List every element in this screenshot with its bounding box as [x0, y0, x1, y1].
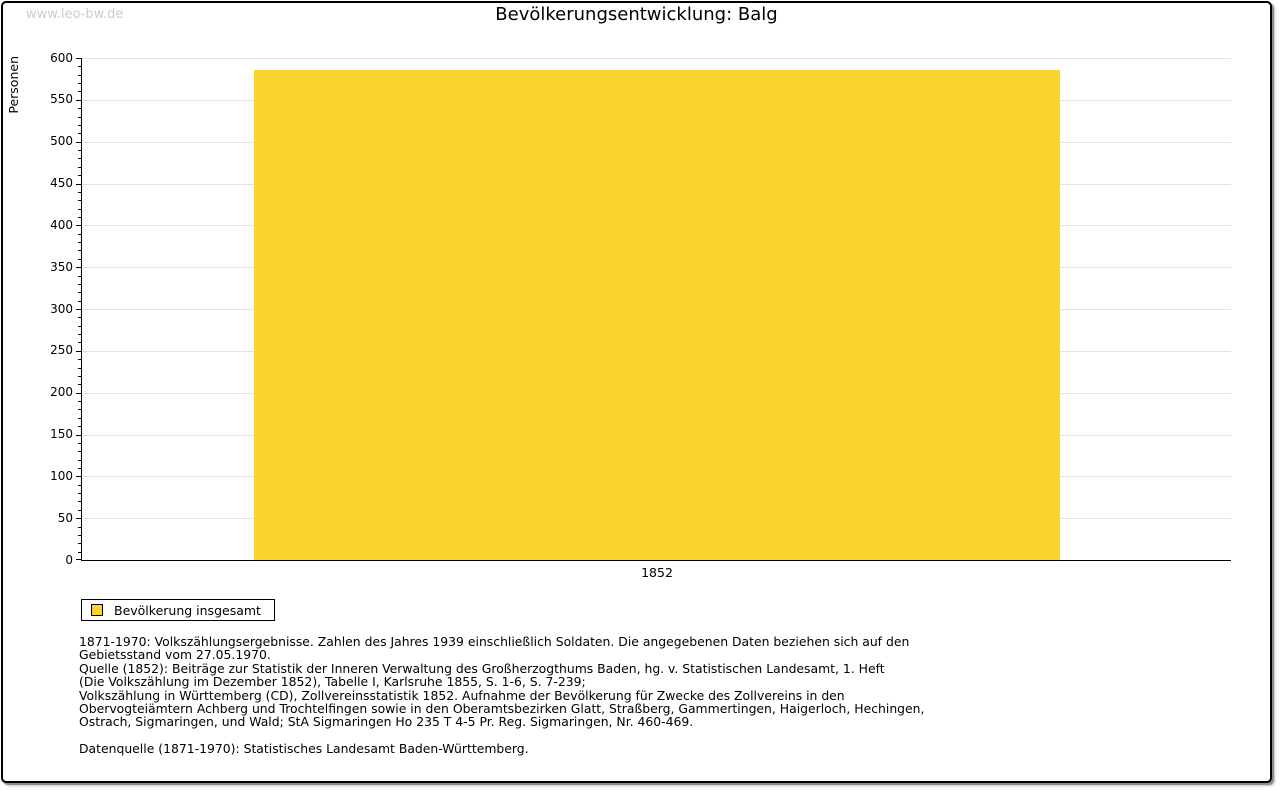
legend-label: Bevölkerung insgesamt [114, 602, 261, 618]
legend-color-swatch-icon [91, 604, 103, 616]
y-tick-label: 350 [50, 259, 73, 274]
y-tick-label: 300 [50, 301, 73, 316]
y-minor-tick [78, 376, 82, 377]
y-minor-tick [78, 359, 82, 360]
footnote-line: Volkszählung in Württemberg (CD), Zollvereinsstatistik 1852. Aufnahme der Bevölkerung für Zwecke des Zollvereins in den [79, 687, 845, 703]
y-minor-tick [78, 108, 82, 109]
y-minor-tick [78, 460, 82, 461]
y-major-tick [76, 393, 82, 394]
chart-title: Bevölkerungsentwicklung: Balg [495, 4, 778, 25]
y-major-tick [76, 518, 82, 519]
footnote-line: Ostrach, Sigmaringen, und Wald; StA Sigmaringen Ho 235 T 4-5 Pr. Reg. Sigmaringen, Nr. 460-469. [79, 714, 694, 730]
y-minor-tick [78, 409, 82, 410]
y-minor-tick [78, 510, 82, 511]
y-tick-label: 450 [50, 176, 73, 190]
footnote-line: Gebietsstand vom 27.05.1970. [79, 647, 271, 663]
y-minor-tick [78, 317, 82, 318]
y-minor-tick [78, 83, 82, 84]
y-minor-tick [78, 133, 82, 134]
y-tick-label: 200 [50, 385, 73, 400]
chart-panel [1, 1, 1272, 783]
y-major-tick [76, 225, 82, 226]
y-tick-label: 400 [50, 217, 73, 232]
y-tick-label: 600 [50, 50, 73, 65]
y-minor-tick [78, 485, 82, 486]
y-minor-tick [78, 167, 82, 168]
gridline [82, 58, 1231, 59]
footnote [79, 635, 924, 756]
y-minor-tick [78, 75, 82, 76]
y-major-tick [76, 142, 82, 143]
y-major-tick [76, 435, 82, 436]
plot-area [50, 50, 1231, 580]
y-minor-tick [78, 334, 82, 335]
y-minor-tick [78, 125, 82, 126]
y-major-tick [76, 476, 82, 477]
y-major-tick [76, 184, 82, 185]
y-minor-tick [78, 342, 82, 343]
y-minor-tick [78, 543, 82, 544]
y-tick-label: 50 [57, 510, 73, 525]
y-minor-tick [78, 368, 82, 369]
y-minor-tick [78, 150, 82, 151]
y-major-tick [76, 58, 82, 59]
y-minor-tick [78, 175, 82, 176]
y-minor-tick [78, 418, 82, 419]
y-tick-label: 100 [50, 468, 73, 483]
y-minor-tick [78, 209, 82, 210]
y-minor-tick [78, 401, 82, 402]
footnote-line: Obervogteiämtern Achberg und Trochtelfingen sowie in den Oberamtsbezirken Glatt, Straßberg, Gammertingen, Haigerloch, Hechingen, [79, 701, 925, 717]
y-minor-tick [78, 242, 82, 243]
y-tick-label: 250 [50, 343, 73, 358]
y-minor-tick [78, 468, 82, 469]
footnote-line: 1871-1970: Volkszählungsergebnisse. Zahlen des Jahres 1939 einschließlich Soldaten. Die angegebenen Daten beziehen sich auf den [79, 634, 910, 649]
y-minor-tick [78, 443, 82, 444]
y-minor-tick [78, 426, 82, 427]
footnote-line: Quelle (1852): Beiträge zur Statistik der Inneren Verwaltung des Großherzogthums Baden, hg. v. Statistischen Landesamt, 1. Heft [79, 660, 885, 676]
x-tick-label: 1852 [641, 565, 673, 580]
y-minor-tick [78, 301, 82, 302]
footnote-line: Datenquelle (1871-1970): Statistisches Landesamt Baden-Württemberg. [79, 741, 529, 757]
footnote-line [79, 729, 924, 742]
y-major-tick [76, 309, 82, 310]
y-minor-tick [78, 292, 82, 293]
y-minor-tick [78, 234, 82, 235]
y-major-tick [76, 351, 82, 352]
y-major-tick [76, 559, 82, 560]
legend [81, 599, 275, 621]
y-minor-tick [78, 217, 82, 218]
bar-total-population [254, 70, 1060, 560]
y-major-tick [76, 267, 82, 268]
y-minor-tick [78, 384, 82, 385]
y-minor-tick [78, 527, 82, 528]
y-minor-tick [78, 451, 82, 452]
y-minor-tick [78, 284, 82, 285]
watermark: www.leo-bw.de [26, 7, 124, 22]
y-minor-tick [78, 535, 82, 536]
y-minor-tick [78, 250, 82, 251]
y-minor-tick [78, 200, 82, 201]
footnote-line: (Die Volkszählung im Dezember 1852), Tabelle I, Karlsruhe 1855, S. 1-6, S. 7-239; [79, 674, 586, 690]
y-tick-label: 0 [65, 552, 73, 567]
y-tick-label: 150 [50, 427, 73, 441]
y-minor-tick [78, 66, 82, 67]
y-minor-tick [78, 493, 82, 494]
y-minor-tick [78, 276, 82, 277]
y-minor-tick [78, 552, 82, 553]
y-minor-tick [78, 326, 82, 327]
y-minor-tick [78, 91, 82, 92]
y-minor-tick [78, 192, 82, 193]
y-minor-tick [78, 117, 82, 118]
y-minor-tick [78, 259, 82, 260]
y-minor-tick [78, 501, 82, 502]
y-minor-tick [78, 158, 82, 159]
y-axis-label: Personen [6, 56, 21, 114]
y-major-tick [76, 100, 82, 101]
y-tick-label: 550 [50, 92, 73, 107]
y-tick-label: 500 [50, 134, 73, 149]
